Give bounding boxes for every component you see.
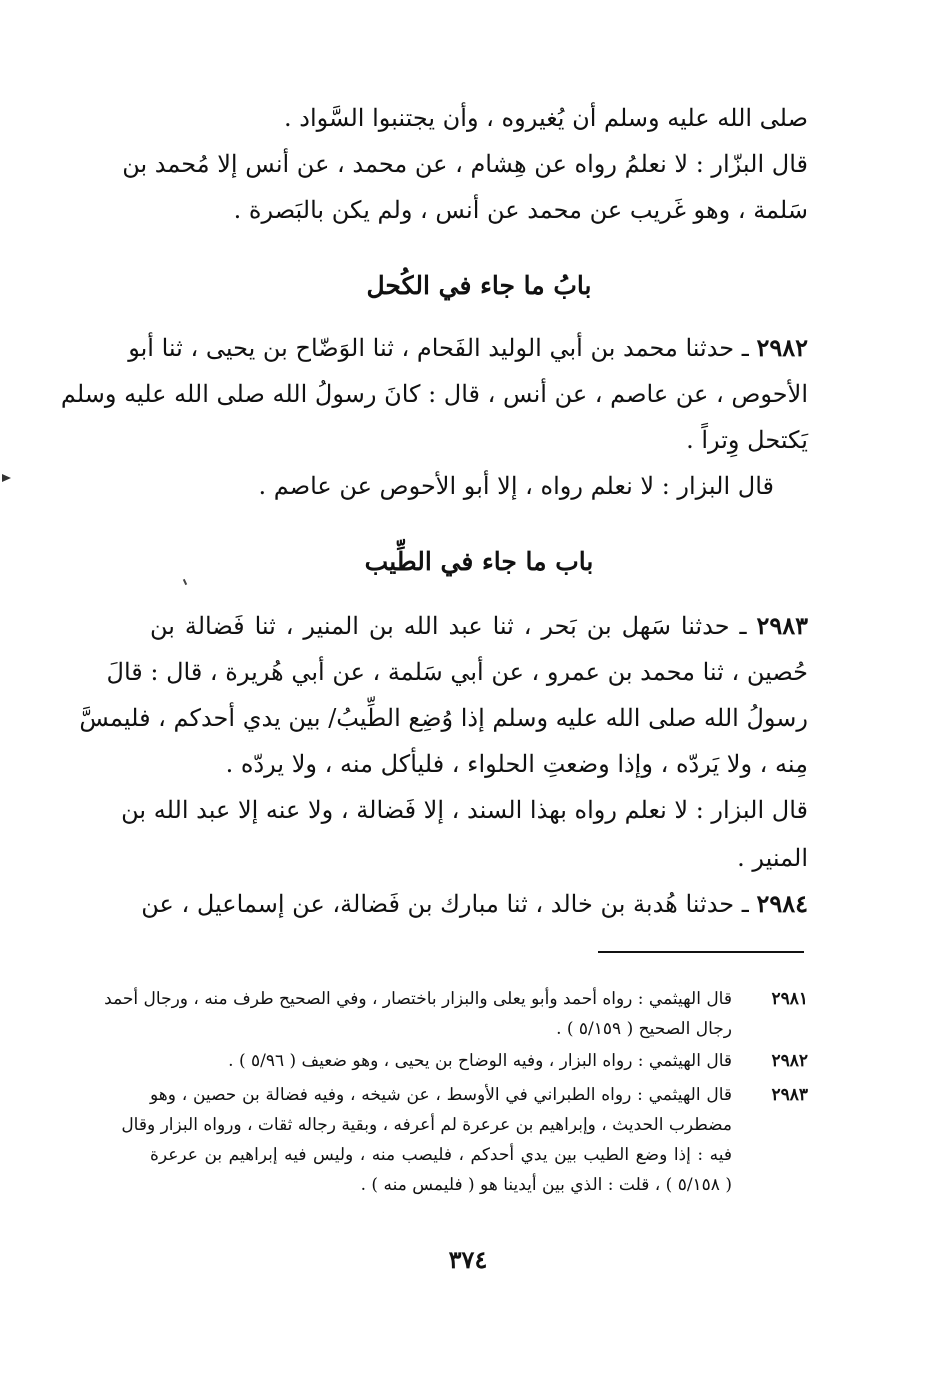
hadith-2983: [79, 606, 808, 882]
footnote-line: فيه : إذا وضع الطيب بين يدي أحدكم ، فليصب منه ، وليس فيه إبراهيم بن عرعرة: [150, 1145, 732, 1165]
hadith-number: ٢٩٨٤: [756, 889, 808, 918]
text-line: الأحوص ، عن عاصم ، عن أنس ، قال : كانَ رسولُ الله صلى الله عليه وسلم: [60, 380, 808, 408]
footnote-number: ٢٩٨٢: [771, 1051, 808, 1071]
text-line: ـ حدثنا سَهل بن بَحر ، ثنا عبد الله بن المنير ، ثنا فَضالة بن: [150, 612, 747, 640]
page-number: ٣٧٤: [448, 1245, 488, 1274]
footnote-2982: [150, 1044, 808, 1078]
text-line: قال البزار : لا نعلم رواه بهذا السند ، إلا فَضالة ، ولا عنه إلا عبد الله بن: [121, 796, 808, 824]
footnote-line: قال الهيثمي : رواه البزار ، وفيه الوضاح بن يحيى ، وهو ضعيف ( ٥/٩٦ ) .: [228, 1051, 732, 1071]
text-line: سَلمة ، وهو غَريب عن محمد عن أنس ، ولم يكن بالبَصرة .: [233, 196, 808, 224]
text-line: ـ حدثنا هُدبة بن خالد ، ثنا مبارك بن فَضالة، عن إسماعيل ، عن: [141, 890, 749, 918]
text-line: قال البزّار : لا نعلمُ رواه عن هِشام ، عن محمد ، عن أنس إلا مُحمد بن: [122, 150, 808, 178]
hadith-first-line: [150, 606, 808, 646]
footnote-line: قال الهيثمي : رواه أحمد وأبو يعلى والبزار باختصار ، وفي الصحيح طرف منه ، ورجال أحمد: [104, 989, 732, 1009]
footnote-line: رجال الصحيح ( ٥/١٥٩ ) .: [556, 1019, 732, 1039]
hadith-first-line: [128, 328, 808, 368]
section-heading-kohl: بابُ ما جاء في الكُحل: [366, 271, 592, 300]
intro-paragraph: [122, 98, 808, 234]
text-line: حُصين ، ثنا محمد بن عمرو ، عن أبي سَلمة ، عن أبي هُريرة ، قال : قالَ: [106, 658, 808, 686]
text-line: قال البزار : لا نعلم رواه ، إلا أبو الأحوص عن عاصم .: [258, 472, 774, 500]
text-line: رسولُ الله صلى الله عليه وسلم إذا وُضِع الطِّيبُ/ بين يدي أحدكم ، فليمسَّ: [79, 704, 808, 732]
footnote-2981: [104, 982, 808, 1039]
hadith-first-line: [141, 884, 808, 924]
footnote-number: ٢٩٨١: [771, 989, 808, 1009]
text-line: صلى الله عليه وسلم أن يُغيروه ، وأن يجتنبوا السَّواد .: [284, 104, 808, 132]
hadith-number: ٢٩٨٢: [756, 333, 808, 362]
footnote-number: ٢٩٨٣: [771, 1085, 808, 1105]
footnote-2983: [121, 1078, 808, 1195]
footnote-divider: [598, 951, 804, 953]
text-line: يَكتحل وِتراً .: [686, 426, 808, 454]
footnote-line: مضطرب الحديث ، وإبراهيم بن عرعرة لم أعرفه ، وبقية رجاله ثقات ، ورواه البزار وقال: [121, 1115, 732, 1135]
footnotes: [104, 982, 808, 1222]
footnote-line: قال الهيثمي : رواه الطبراني في الأوسط ، عن شيخه ، وفيه فضالة بن حصين ، وهو: [150, 1085, 732, 1105]
margin-mark: [2, 474, 11, 482]
footnote-line: ( ٥/١٥٨ ) ، قلت : الذي بين أيدينا هو ( فليمس منه ) .: [360, 1175, 732, 1195]
section-heading-tib: باب ما جاء في الطِّيب: [364, 547, 594, 576]
hadith-2984: [141, 884, 808, 930]
text-line: المنير .: [737, 844, 808, 872]
text-line: مِنه ، ولا يَردّه ، وإذا وضعتِ الحلواء ، فليأكل منه ، ولا يردّه .: [225, 750, 808, 778]
hadith-number: ٢٩٨٣: [756, 611, 808, 640]
text-line: ـ حدثنا محمد بن أبي الوليد الفَحام ، ثنا الوَضّاح بن يحيى ، ثنا أبو: [128, 334, 749, 362]
hadith-2982: [60, 328, 808, 508]
